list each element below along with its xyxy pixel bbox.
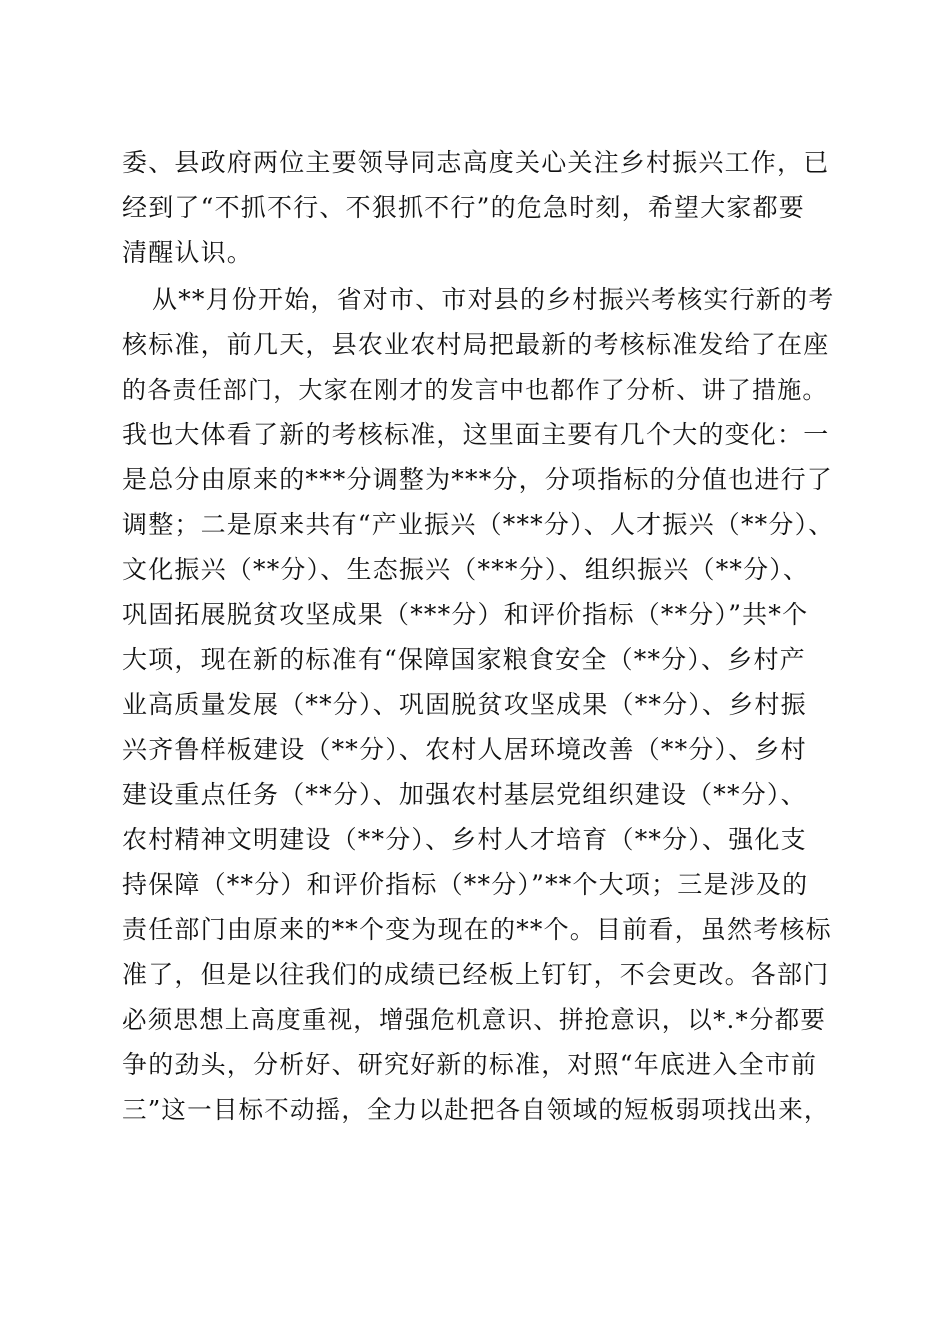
text-line-15: 建设重点任务（**分）、加强农村基层党组织建设（**分）、 — [122, 780, 807, 809]
text-line-22: 三”这一目标不动摇，全力以赴把各自领域的短板弱项找出来， — [122, 1095, 830, 1124]
text-line-12: 大项，现在新的标准有“保障国家粮食安全（**分）、乡村产 — [122, 645, 806, 674]
text-line-7: 我也大体看了新的考核标准，这里面主要有几个大的变化：一 — [122, 420, 830, 449]
text-line-5: 核标准，前几天，县农业农村局把最新的考核标准发给了在座 — [122, 330, 830, 359]
text-line-1: 委、县政府两位主要领导同志高度关心关注乡村振兴工作，已 — [122, 148, 830, 177]
text-line-14: 兴齐鲁样板建设（**分）、农村人居环境改善（**分）、乡村 — [122, 735, 807, 764]
text-line-2: 经到了“不抓不行、不狠抓不行”的危急时刻，希望大家都要 — [122, 193, 805, 222]
text-line-13: 业高质量发展（**分）、巩固脱贫攻坚成果（**分）、乡村振 — [122, 690, 807, 719]
text-line-10: 文化振兴（**分）、生态振兴（***分）、组织振兴（**分）、 — [122, 555, 810, 584]
text-line-3: 清醒认识。 — [122, 238, 254, 267]
text-line-8: 是总分由原来的***分调整为***分，分项指标的分值也进行了 — [122, 465, 834, 494]
text-line-20: 必须思想上高度重视，增强危机意识、拼抢意识，以*.*分都要 — [122, 1005, 827, 1034]
text-line-19: 准了，但是以往我们的成绩已经板上钉钉，不会更改。各部门 — [122, 960, 830, 989]
text-line-16: 农村精神文明建设（**分）、乡村人才培育（**分）、强化支 — [122, 825, 807, 854]
text-line-4: 从**月份开始，省对市、市对县的乡村振兴考核实行新的考 — [152, 285, 835, 314]
text-line-11: 巩固拓展脱贫攻坚成果（***分）和评价指标（**分）”共*个 — [122, 600, 809, 629]
text-line-18: 责任部门由原来的**个变为现在的**个。目前看，虽然考核标 — [122, 915, 832, 944]
text-line-17: 持保障（**分）和评价指标（**分）”**个大项；三是涉及的 — [122, 870, 809, 899]
text-line-21: 争的劲头，分析好、研究好新的标准，对照“年底进入全市前 — [122, 1050, 818, 1079]
text-line-6: 的各责任部门，大家在刚才的发言中也都作了分析、讲了措施。 — [122, 376, 828, 404]
text-line-9: 调整；二是原来共有“产业振兴（***分）、人才振兴（**分）、 — [122, 510, 835, 539]
